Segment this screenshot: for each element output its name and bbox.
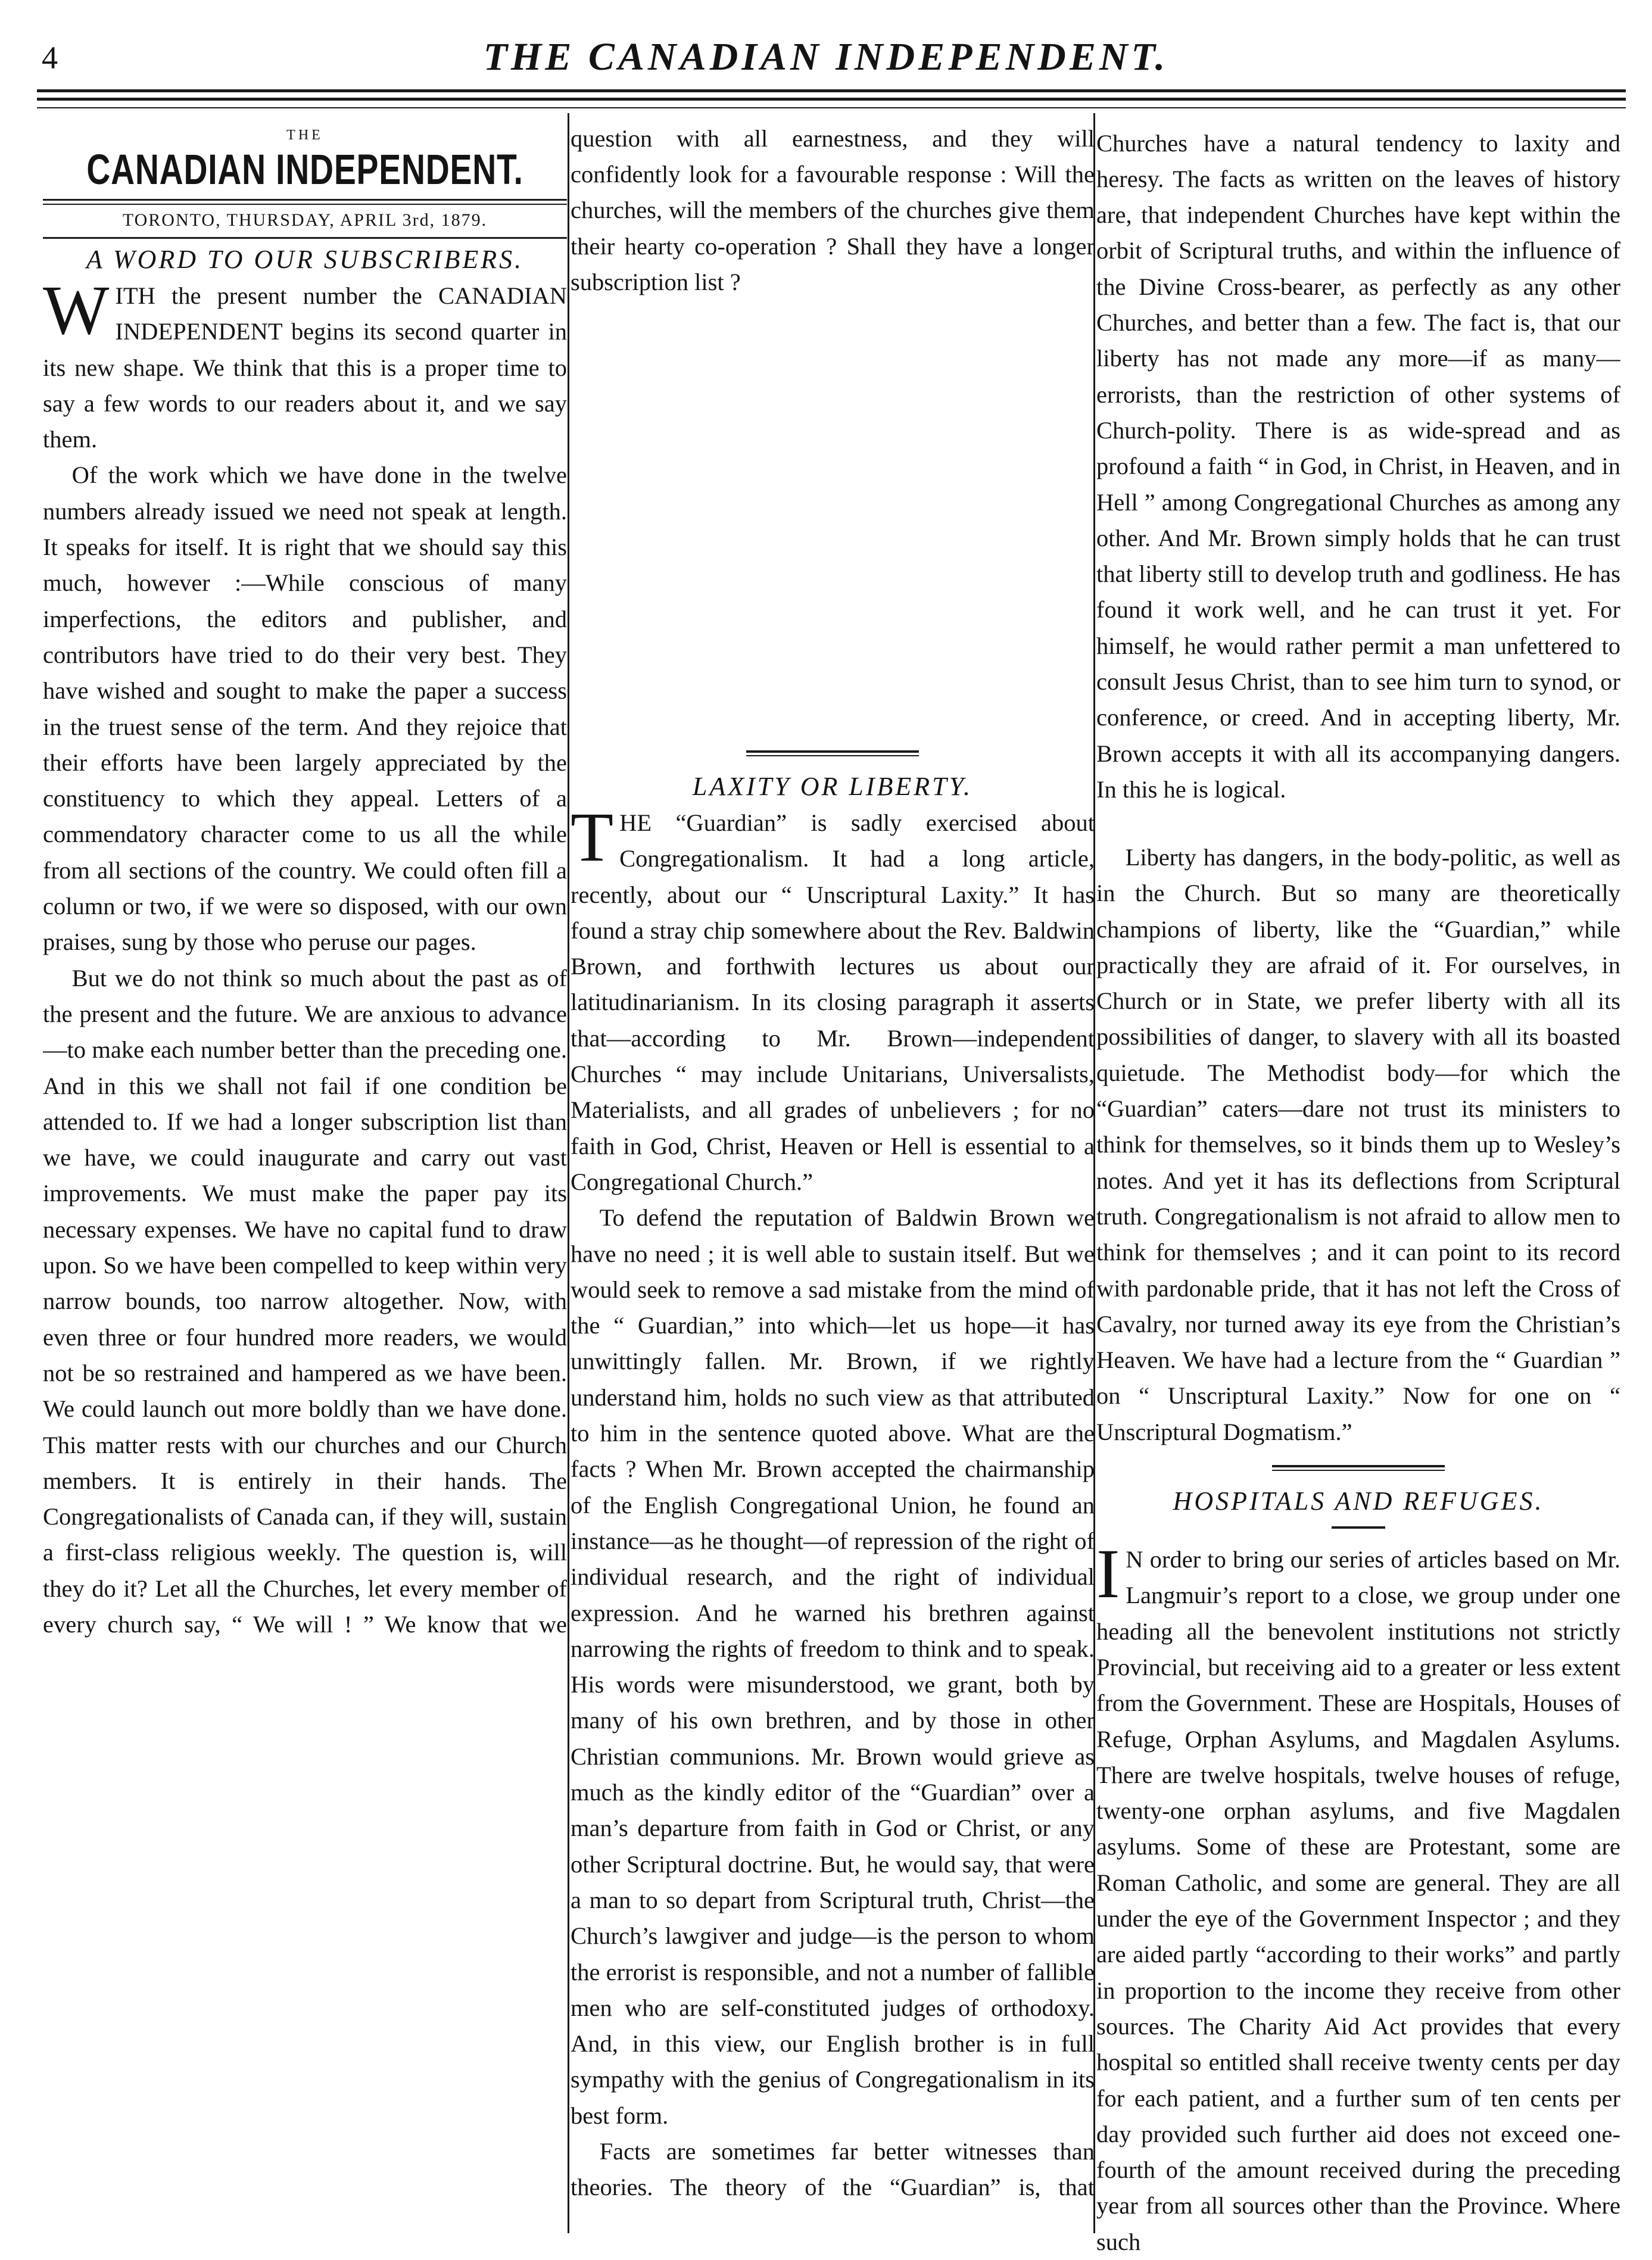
article-2-paragraph: Facts are sometimes far better witnesses than theories. The theory of the “Guardian” is, that: [571, 2137, 1095, 2201]
drop-cap: I: [1096, 1535, 1120, 1613]
header-rule-bottom: [37, 98, 1626, 101]
drop-cap: W: [43, 271, 110, 349]
dateline-rule: [43, 237, 567, 239]
article-2-paragraph: THE “Guardian” is sadly exercised about Congregationalism. It had a long article, recently, about our “ Unscriptural Laxity.” It has found a stray chip somewhere about the Rev. Baldwin Brown, and forthwith lectures us about our latitudinarianism. In its closing paragraph it asserts that—according to Mr. Brown—independent Churches “ may include Unitarians, Universalists, Materialists, and all grades of unbelievers ; for no faith in God, Christ, Heaven or Hell is essential to a Congregational Church.”: [571, 798, 1095, 1195]
article-2-continued: Churches have a natural tendency to laxity and heresy. The facts as written on the leaves of history are, that independent Churches have kept within the orbit of Scriptural truths, and within the influence of the Divine Cross-bearer, as perfectly as any other Churches, and better than a few. The fact is, that our liberty has not made any more—if as many—errorists, than the restriction of other systems of Church-polity. There is as wide-spread and as profound a faith “ in God, in Christ, in Heaven, and in Hell ” among Congregational Churches as among any other. And Mr. Brown simply holds that he can trust that liberty still to develop truth and godliness. He has found it work well, and he can trust it yet. For himself, he would rather permit a man unfettered to consult Jesus Christ, than to see him turn to synod, or conference, or creed. And in accepting liberty, Mr. Brown accepts it with all its accompanying dangers. In this he is logical.: [1096, 129, 1620, 803]
column-1: [43, 125, 567, 1639]
column-rule-1: [568, 113, 569, 2233]
article-1-continued: question with all earnestness, and they will confidently look for a favourable response : Will the churches, will the members of the churches give them their hearty co-operation ? Shall they have a longer subscription list ?: [571, 125, 1095, 295]
article-1-paragraph: Of the work which we have done in the twelve numbers already issued we need not speak at length. It speaks for itself. It is right that we should say this much, however :—While conscious of many imperfections, the editors and publisher, and contributors have tried to do their very best. They have wished and sought to make the paper a success in the truest sense of the term. And they rejoice that their efforts have been largely appreciated by the constituency to which they appeal. Letters of a commendatory character come to us all the while from all sections of the country. We could often fill a column or two, if we were so disposed, with our own praises, sung by those who peruse our pages.: [43, 462, 567, 956]
masthead-the: THE: [286, 127, 323, 143]
article-1-paragraph: WITH the present number the CANADIAN INDEPENDENT begins its second quarter in its new shape. We think that this is a proper time to say a few words to our readers about it, and we say them.: [43, 271, 567, 453]
drop-cap: T: [571, 798, 614, 876]
article-2-heading: LAXITY OR LIBERTY.: [692, 772, 973, 801]
article-separator: [1096, 1463, 1620, 1471]
article-3-paragraph: I N order to bring our series of articles based on Mr. Langmuir’s report to a close, we group under one heading all the benevolent institutions not strictly Provincial, but receiving aid to a greater or less extent from the Government. These are Hospitals, Houses of Refuge, Orphan Asylums, and Magdalen Asylums. There are twelve hospitals, twelve houses of refuge, twenty-one orphan asylums, and five Magdalen asylums. Some of these are Protestant, some are Roman Catholic, and some are general. They are all under the eye of the Government Inspector ; and they are aided partly “according to their works” and partly in proportion to the income they receive from other sources. The Charity Aid Act provides that every hospital so entitled shall receive twenty cents per day for each patient, and a further sum of ten cents per day provided such further aid does not exceed one-fourth of the amount received during the preceding year from all sources other than the Province. Where such: [1096, 1535, 1620, 2255]
page-number: 4: [42, 40, 58, 76]
masthead-title: CANADIAN INDEPENDENT.: [86, 146, 523, 194]
masthead-rule: [43, 199, 567, 205]
article-2-paragraph: Liberty has dangers, in the body-politic, as well as in the Church. But so many are theoretically champions of liberty, like the “Guardian,” while practically they are afraid of it. For ourselves, in Church or in State, we prefer liberty with all its possibilities of danger, to slavery with all its boasted quietude. The Methodist body—for which the “Guardian” caters—dare not trust its ministers to think for themselves, so it binds them up to Wesley’s notes. And yet it has its deflections from Scriptural truth. Congregationalism is not afraid to allow men to think for themselves ; and it can point to its record with pardonable pride, that it has not left the Cross of Cavalry, nor turned away its eye from the Christian’s Heaven. We have had a lecture from the “ Guardian ” on “ Unscriptural Laxity.” Now for one on “ Unscriptural Dogmatism.”: [1096, 844, 1620, 1445]
header-rule-top: [37, 89, 1626, 92]
dateline: TORONTO, THURSDAY, APRIL 3rd, 1879.: [122, 210, 488, 230]
column-3: [1096, 125, 1620, 2260]
article-2-paragraph: To defend the reputation of Baldwin Brown we have no need ; it is well able to sustain itself. But we would seek to remove a sad mistake from the mind of the “ Guardian,” into which—let us hope—it has unwittingly fallen. Mr. Brown, if we rightly understand him, holds no such view as that attributed to him in the sentence quoted above. What are the facts ? When Mr. Brown accepted the chairmanship of the English Congregational Union, he found an instance—as he thought—of repression of the right of individual research, and the right of individual expression. And he warned his brethren against narrowing the rights of freedom to think and to speak. His words were misunderstood, we grant, both by many of his own brethren, and by those in other Christian communions. Mr. Brown would grieve as much as the kindly editor of the “Guardian” over a man’s departure from faith in God or Christ, or any other Scriptural doctrine. But, he would say, that were a man to so depart from Scriptural truth, Christ—the Church’s lawgiver and judge—is the person to whom the errorist is responsible, and not a number of fallible men who are self-constituted judges of orthodoxy. And, in this view, our English brother is in full sympathy with the genius of Congregationalism in its best form.: [571, 1204, 1095, 2129]
running-head: THE CANADIAN INDEPENDENT.: [483, 35, 1169, 79]
article-1-heading: A WORD TO OUR SUBSCRIBERS.: [86, 245, 524, 274]
column-2: [571, 125, 1095, 2205]
article-3-heading: HOSPITALS AND REFUGES.: [1173, 1486, 1544, 1516]
article-1-paragraph: But we do not think so much about the past as of the present and the future. We are anxious to advance—to make each number better than the preceding one. And in this we shall not fail if one condition be attended to. If we had a longer subscription list than we have, we could inaugurate and carry out vast improvements. We must make the paper pay its necessary expenses. We have no capital fund to draw upon. So we have been compelled to keep within very narrow bounds, too narrow altogether. Now, with even three or four hundred more readers, we would not be so restrained and hampered as we have been. We could launch out more boldly than we have done. This matter rests with our churches and our Church members. It is entirely in their hands. The Congregationalists of Canada can, if they will, sustain a first-class religious weekly. The question is, will they do it? Let all the Churches, let every member of every church say, “ We will ! ” We know that we: [43, 964, 567, 1638]
article-separator: [571, 749, 1095, 756]
header-rule-thin: [37, 107, 1626, 108]
heading-underline: [1096, 1523, 1620, 1531]
